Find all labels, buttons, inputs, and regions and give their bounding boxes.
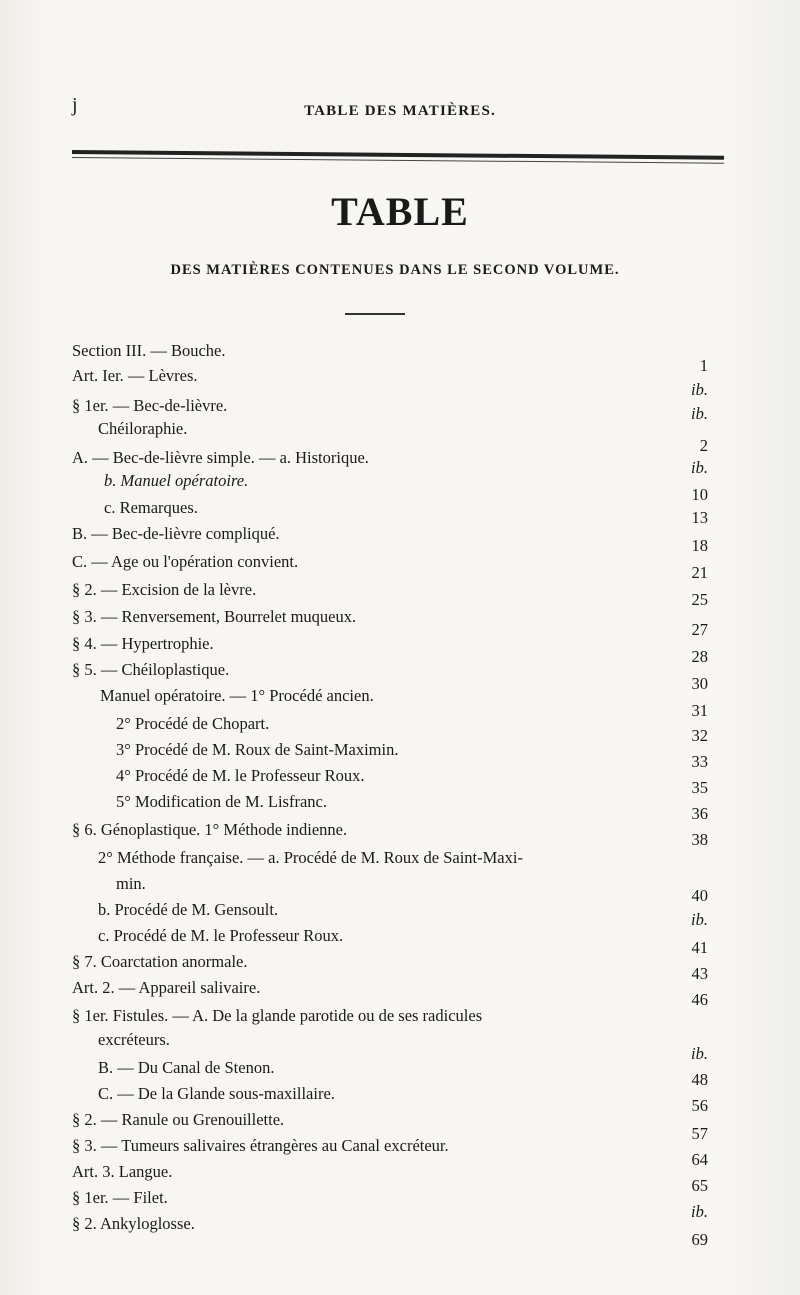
toc-page: 41 bbox=[691, 938, 708, 957]
toc-entry: B. — Bec-de-lièvre compliqué. bbox=[72, 524, 280, 543]
toc-entry: b. Manuel opératoire. bbox=[104, 471, 249, 490]
toc-page: 25 bbox=[691, 590, 708, 609]
toc-page: 69 bbox=[691, 1230, 708, 1249]
toc-entry: § 3. — Renversement, Bourrelet muqueux. bbox=[72, 607, 357, 626]
page-title: TABLE bbox=[331, 189, 469, 234]
toc-entry: 4° Procédé de M. le Professeur Roux. bbox=[116, 766, 365, 785]
toc-entry: § 1er. — Bec-de-lièvre. bbox=[72, 396, 228, 415]
toc-page: 2 bbox=[699, 436, 708, 455]
toc-page: 56 bbox=[691, 1096, 708, 1115]
toc-entry: A. — Bec-de-lièvre simple. — a. Historique. bbox=[72, 448, 369, 467]
toc-page: 33 bbox=[691, 752, 708, 771]
toc-entry: § 2. — Ranule ou Grenouillette. bbox=[72, 1110, 285, 1129]
toc-entry: B. — Du Canal de Stenon. bbox=[98, 1058, 275, 1077]
toc-entry: 2° Méthode française. — a. Procédé de M. Roux de Saint-Maxi- bbox=[98, 848, 523, 867]
toc-entry: § 7. Coarctation anormale. bbox=[72, 952, 248, 971]
toc-entry: § 4. — Hypertrophie. bbox=[72, 634, 214, 653]
toc-page: 35 bbox=[691, 778, 708, 797]
toc-entry: 3° Procédé de M. Roux de Saint-Maximin. bbox=[116, 740, 399, 759]
toc-page: 38 bbox=[691, 830, 708, 849]
toc-page: 40 bbox=[691, 886, 708, 905]
toc-page: 43 bbox=[691, 964, 708, 983]
toc-entry: § 2. — Excision de la lèvre. bbox=[72, 580, 257, 599]
toc-entry: § 1er. Fistules. — A. De la glande parotide ou de ses radicules bbox=[72, 1006, 483, 1025]
toc-page: 18 bbox=[691, 536, 708, 555]
toc-page: 28 bbox=[691, 647, 708, 666]
toc-entry: Section III. — Bouche. bbox=[72, 341, 226, 360]
toc-page: 21 bbox=[691, 563, 708, 582]
toc-page: 64 bbox=[691, 1150, 708, 1169]
toc-page: ib. bbox=[691, 458, 708, 477]
toc-entry: Art. 2. — Appareil salivaire. bbox=[72, 978, 261, 997]
toc-page: 10 bbox=[691, 485, 708, 504]
toc-page: ib. bbox=[691, 380, 708, 399]
toc-page: 36 bbox=[691, 804, 708, 823]
toc-page: ib. bbox=[691, 1044, 708, 1063]
toc-page: 46 bbox=[691, 990, 708, 1009]
toc-page: ib. bbox=[691, 1202, 708, 1221]
toc-page: 65 bbox=[691, 1176, 708, 1195]
toc-entry: § 5. — Chéiloplastique. bbox=[72, 660, 230, 679]
toc-entry: b. Procédé de M. Gensoult. bbox=[98, 900, 279, 919]
running-title: TABLE DES MATIÈRES. bbox=[304, 103, 496, 119]
page-subtitle: DES MATIÈRES CONTENUES DANS LE SECOND VOLUME. bbox=[170, 262, 620, 278]
toc-entry: 2° Procédé de Chopart. bbox=[116, 714, 270, 733]
toc-entry: § 3. — Tumeurs salivaires étrangères au Canal excréteur. bbox=[72, 1136, 449, 1155]
folio-mark: j bbox=[72, 94, 78, 116]
toc-page: 57 bbox=[691, 1124, 708, 1143]
toc-page: ib. bbox=[691, 910, 708, 929]
toc-entry: § 1er. — Filet. bbox=[72, 1188, 168, 1207]
toc-page: 31 bbox=[691, 701, 708, 720]
toc-entry: Art. 3. Langue. bbox=[72, 1162, 173, 1181]
toc-page: 27 bbox=[691, 620, 708, 639]
toc-entry: Manuel opératoire. — 1° Procédé ancien. bbox=[100, 686, 374, 705]
toc-entry: C. — De la Glande sous-maxillaire. bbox=[98, 1084, 335, 1103]
toc-page: 1 bbox=[699, 356, 708, 375]
toc-entry: 5° Modification de M. Lisfranc. bbox=[116, 792, 327, 811]
toc-page: 48 bbox=[691, 1070, 708, 1089]
toc-entry: excréteurs. bbox=[98, 1030, 170, 1049]
toc-page: ib. bbox=[691, 404, 708, 423]
toc-entry: Art. Ier. — Lèvres. bbox=[72, 366, 198, 385]
toc-page: 32 bbox=[691, 726, 708, 745]
toc-page: 30 bbox=[691, 674, 708, 693]
toc-entry: c. Procédé de M. le Professeur Roux. bbox=[98, 926, 344, 945]
toc-entry: c. Remarques. bbox=[104, 498, 198, 517]
toc-entry: § 6. Génoplastique. 1° Méthode indienne. bbox=[72, 820, 348, 839]
toc-entry: § 2. Ankyloglosse. bbox=[72, 1214, 195, 1233]
toc-entry: C. — Age ou l'opération convient. bbox=[72, 552, 299, 571]
toc-page: 13 bbox=[691, 508, 708, 527]
toc-entry: Chéiloraphie. bbox=[98, 419, 188, 438]
toc-entry: min. bbox=[116, 874, 146, 893]
